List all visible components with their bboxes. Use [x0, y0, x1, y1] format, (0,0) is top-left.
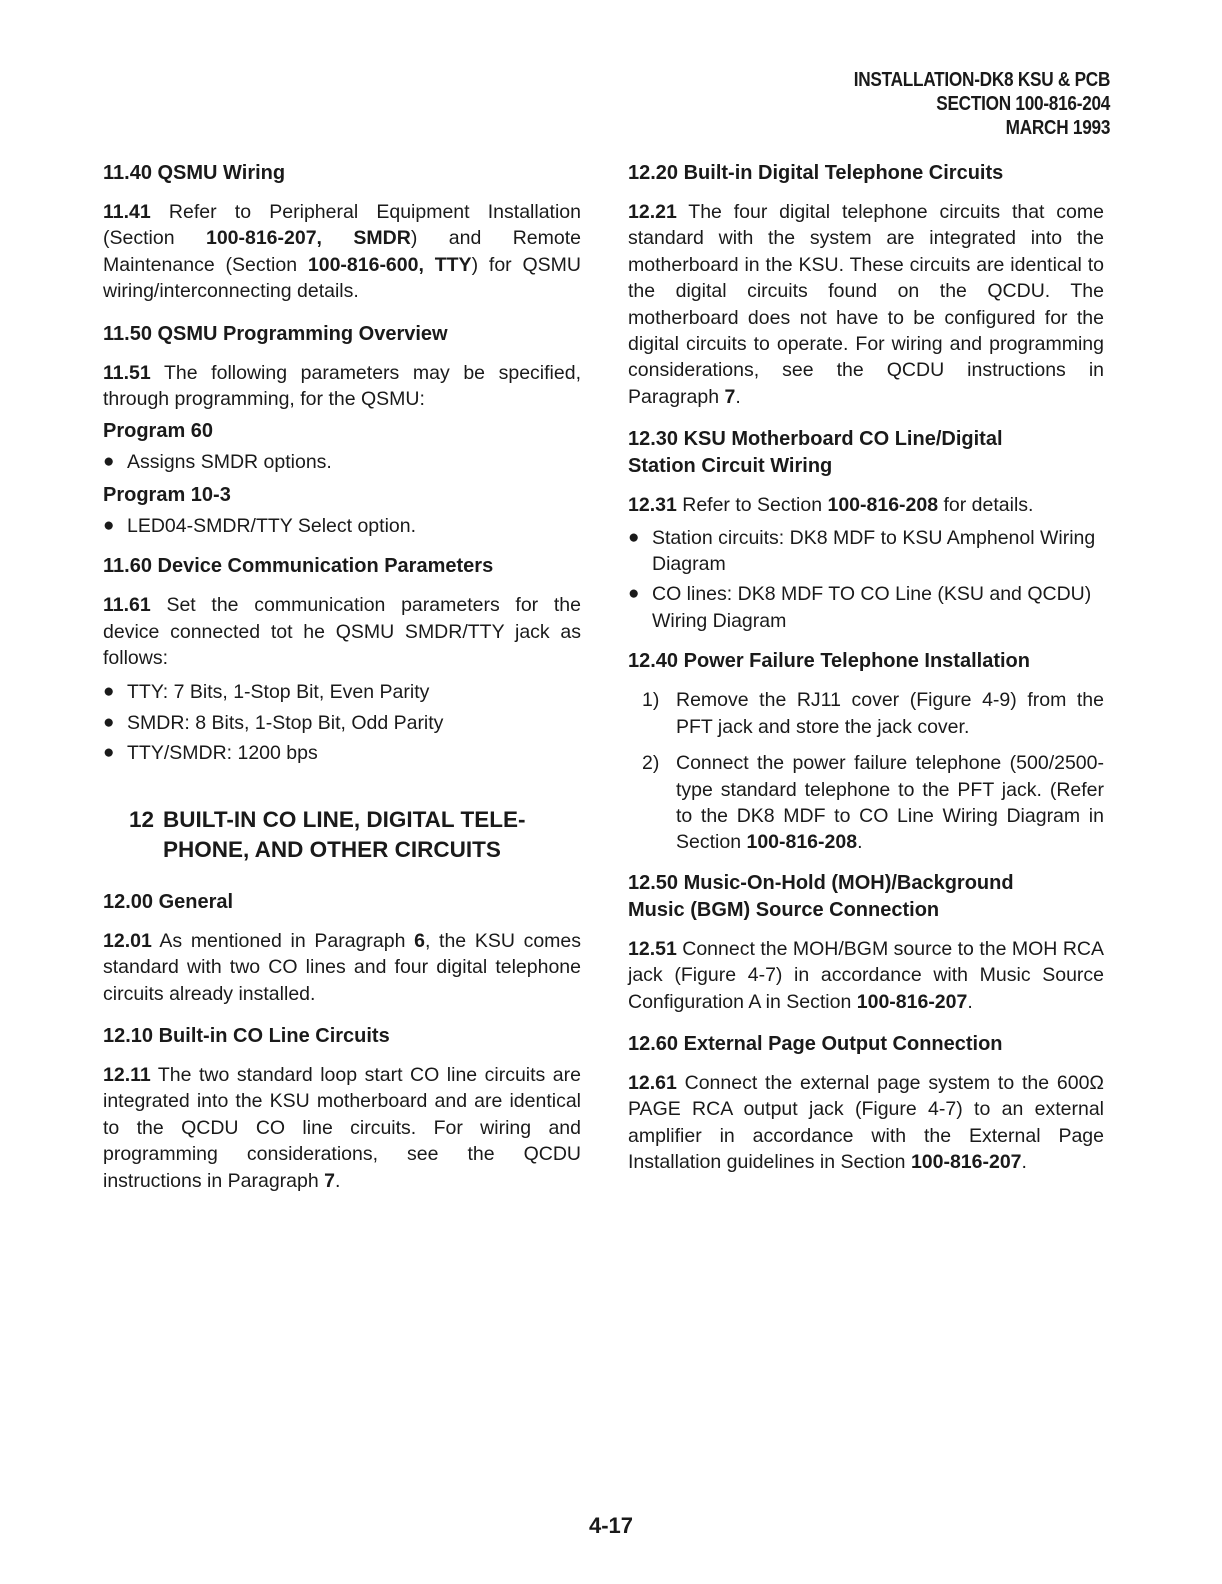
- para-number: 11.41: [103, 201, 151, 223]
- paragraph-12-11: [103, 1062, 581, 1194]
- program-60-list: [103, 449, 581, 475]
- para-text: Connect the external page system to the 600Ω PAGE RCA output jack (Figure 4-7) to an external amplifier in accordance with the External Page Installation guidelines in Section: [628, 1071, 1104, 1174]
- para-text: The following parameters may be specified, through programming, for the QSMU:: [103, 361, 581, 411]
- list-item-text: CO lines: DK8 MDF TO CO Line (KSU and QCDU) Wiring Diagram: [652, 583, 1092, 632]
- list-item-text: Assigns SMDR options.: [127, 451, 332, 474]
- bullet-icon: ●: [103, 742, 115, 764]
- para-text: Set the communication parameters for the device connected tot he QSMU SMDR/TTY jack as follows:: [103, 594, 581, 670]
- right-column: [628, 160, 1104, 1192]
- list-item: [103, 679, 581, 705]
- list-item-text: SMDR: 8 Bits, 1-Stop Bit, Odd Parity: [127, 711, 444, 734]
- step-text: Connect the power failure telephone (500/2500-type standard telephone to the PFT jack. (Refer to the DK8 MDF to CO Line Wiring Diagram in Section: [676, 752, 1104, 854]
- heading-11-40: 11.40 QSMU Wiring: [103, 162, 286, 184]
- left-column: [103, 160, 581, 1210]
- para-text: , the KSU comes standard with two CO lines and four digital telephone circuits already installed.: [103, 929, 582, 1005]
- list-item-text: TTY: 7 Bits, 1-Stop Bit, Even Parity: [127, 681, 430, 704]
- step-text: .: [857, 831, 863, 854]
- step-number: 1): [642, 689, 660, 712]
- bullet-icon: ●: [628, 526, 640, 548]
- step-number: 2): [642, 752, 660, 775]
- bullet-icon: ●: [103, 681, 115, 703]
- program-60-label: Program 60: [103, 420, 214, 443]
- program-10-3-list: [103, 513, 581, 539]
- header-title: INSTALLATION-DK8 KSU & PCB: [853, 69, 1110, 91]
- paragraph-ref: 7: [324, 1169, 335, 1192]
- paragraph-12-61: [628, 1070, 1104, 1176]
- paragraph-ref: 7: [724, 385, 736, 408]
- heading-11-50: 11.50 QSMU Programming Overview: [103, 322, 448, 345]
- paragraph-11-41: [103, 199, 581, 305]
- heading-line: 12.30 KSU Motherboard CO Line/Digital: [628, 428, 1003, 451]
- paragraph-11-61: [103, 592, 581, 671]
- para-text: ) and Remote Maintenance (Section: [103, 227, 581, 276]
- para-number: 11.61: [103, 594, 151, 617]
- section-12-heading: [103, 805, 581, 865]
- list-item: [628, 581, 1104, 634]
- para-text: for details.: [938, 494, 1034, 517]
- para-text: Refer to Section: [676, 494, 828, 517]
- list-item-text: Station circuits: DK8 MDF to KSU Amphenol Wiring Diagram: [652, 526, 1096, 576]
- section-title-line2: PHONE, AND OTHER CIRCUITS: [163, 836, 501, 862]
- section-ref: 100-816-207, SMDR: [205, 227, 411, 250]
- list-item: [103, 449, 581, 475]
- bullet-icon: ●: [103, 711, 115, 733]
- para-number: 12.61: [628, 1071, 677, 1094]
- para-text: .: [967, 990, 973, 1013]
- document-header: [854, 68, 1110, 140]
- section-ref: 100-816-207: [856, 990, 968, 1013]
- section-ref: 100-816-208: [746, 831, 858, 854]
- step-item: [628, 687, 1104, 740]
- bullet-icon: ●: [103, 451, 115, 473]
- pft-steps-list: [628, 687, 1104, 855]
- para-text: .: [334, 1169, 341, 1192]
- paragraph-12-01: [103, 928, 581, 1007]
- bullet-icon: ●: [103, 514, 115, 536]
- para-number: 12.51: [628, 937, 677, 960]
- para-text: The two standard loop start CO line circuits are integrated into the KSU motherboard and are identical to the QCDU CO line circuits. For wiring and programming considerations, see the QCDU instructions in Paragraph: [103, 1063, 581, 1192]
- section-title-line1: BUILT-IN CO LINE, DIGITAL TELE-: [163, 806, 526, 832]
- header-section: SECTION 100-816-204: [936, 93, 1110, 115]
- para-number: 11.51: [103, 361, 151, 384]
- para-text: ) for QSMU wiring/interconnecting details.: [103, 253, 581, 303]
- heading-12-10: 12.10 Built-in CO Line Circuits: [103, 1024, 390, 1047]
- list-item-text: TTY/SMDR: 1200 bps: [127, 742, 318, 765]
- page-number: 4-17: [588, 1513, 634, 1538]
- list-item: [103, 710, 581, 736]
- paragraph-12-31: [628, 492, 1104, 518]
- heading-12-40: 12.40 Power Failure Telephone Installation: [628, 650, 1030, 673]
- para-number: 12.01: [103, 929, 152, 952]
- heading-line: Music (BGM) Source Connection: [628, 898, 940, 921]
- heading-12-30: [628, 426, 1104, 480]
- para-number: 12.11: [103, 1063, 151, 1086]
- para-text: As mentioned in Paragraph: [151, 929, 415, 952]
- program-10-3-label: Program 10-3: [103, 483, 231, 506]
- heading-12-00: 12.00 General: [103, 890, 234, 913]
- para-text: .: [735, 385, 741, 408]
- paragraph-12-51: [628, 936, 1104, 1015]
- para-text: Connect the MOH/BGM source to the MOH RCA jack (Figure 4-7) in accordance with Music Source Configuration A in Section: [628, 937, 1104, 1013]
- heading-11-60: 11.60 Device Communication Parameters: [103, 555, 494, 578]
- list-item-text: LED04-SMDR/TTY Select option.: [127, 514, 417, 537]
- paragraph-11-51: [103, 360, 581, 413]
- para-text: .: [1021, 1151, 1027, 1174]
- para-text: Refer to Peripheral Equipment Installation (Section: [103, 201, 581, 250]
- heading-line: 12.50 Music-On-Hold (MOH)/Background: [628, 871, 1014, 894]
- section-ref: 100-816-600, TTY: [307, 253, 472, 276]
- para-number: 12.31: [628, 494, 677, 517]
- heading-line: Station Circuit Wiring: [628, 455, 833, 478]
- comm-params-list: [103, 679, 581, 766]
- heading-12-20: 12.20 Built-in Digital Telephone Circuits: [628, 162, 1004, 184]
- list-item: [103, 513, 581, 539]
- section-ref: 100-816-207: [910, 1151, 1022, 1174]
- section-number: 12: [129, 806, 155, 832]
- header-date: MARCH 1993: [1005, 117, 1110, 139]
- para-number: 12.21: [628, 201, 677, 223]
- para-text: The four digital telephone circuits that come standard with the system are integrated into the motherboard in the KSU. These circuits are identical to the digital circuits found on the QCDU. The motherboard does not have to be configured for the digital circuits to operate. For wiring and programming considerations, see the QCDU instructions in Paragraph: [628, 201, 1104, 408]
- step-text: Remove the RJ11 cover (Figure 4-9) from the PFT jack and store the jack cover.: [676, 689, 1104, 738]
- list-item: [628, 525, 1104, 578]
- list-item: [103, 740, 581, 766]
- section-ref: 100-816-208: [827, 494, 939, 517]
- bullet-icon: ●: [628, 583, 640, 605]
- step-item: [628, 750, 1104, 856]
- heading-12-50: [628, 870, 1104, 924]
- paragraph-ref: 6: [414, 929, 425, 952]
- wiring-diagram-list: [628, 525, 1104, 635]
- paragraph-12-21: [628, 199, 1104, 410]
- heading-12-60: 12.60 External Page Output Connection: [628, 1032, 1003, 1055]
